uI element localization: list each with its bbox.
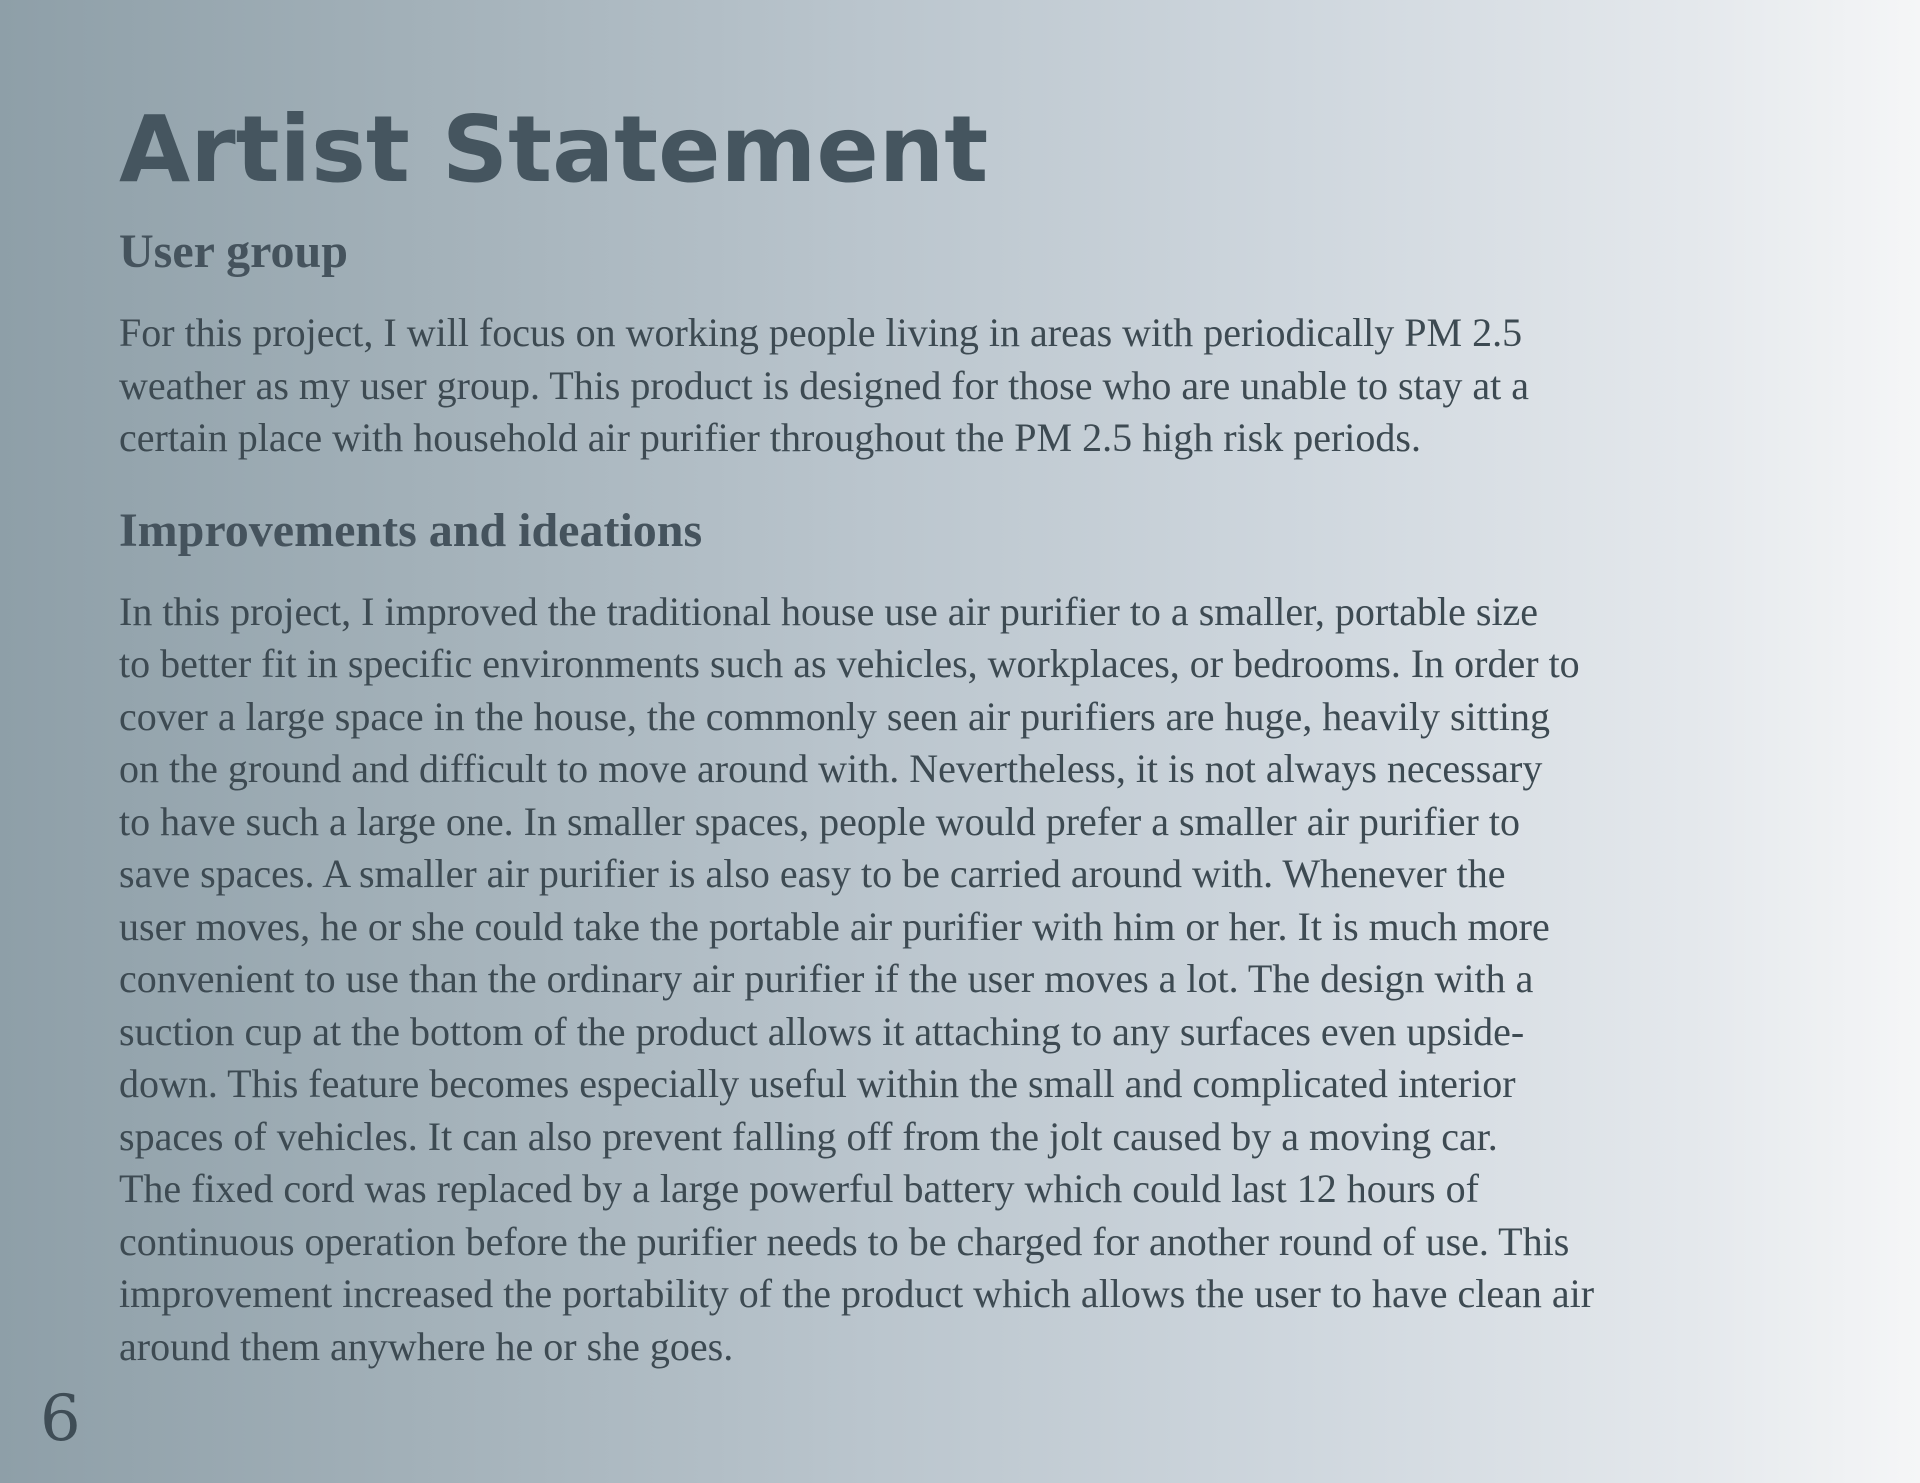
text-line: weather as my user group. This product is designed for those who are unable to stay at a xyxy=(119,362,1529,408)
text-line: user moves, he or she could take the portable air purifier with him or her. It is much more xyxy=(119,903,1550,949)
text-line: to have such a large one. In smaller spaces, people would prefer a smaller air purifier to xyxy=(119,798,1520,844)
section-heading-user-group: User group xyxy=(119,225,348,278)
text-line: to better fit in specific environments such as vehicles, workplaces, or bedrooms. In order to xyxy=(119,641,1580,686)
user-group-paragraph xyxy=(119,307,1759,465)
text-line: certain place with household air purifier throughout the PM 2.5 high risk periods. xyxy=(119,415,1421,460)
page-title: Artist Statement xyxy=(119,96,989,203)
text-line: improvement increased the portability of the product which allows the user to have clean air xyxy=(119,1271,1595,1316)
text-line: on the ground and difficult to move around with. Nevertheless, it is not always necessary xyxy=(119,746,1543,791)
improvements-paragraph xyxy=(119,586,1759,1374)
text-line: cover a large space in the house, the commonly seen air purifiers are huge, heavily sitting xyxy=(119,693,1550,739)
text-line: suction cup at the bottom of the product allows it attaching to any surfaces even upside- xyxy=(119,1008,1525,1054)
text-line: convenient to use than the ordinary air purifier if the user moves a lot. The design with a xyxy=(119,956,1534,1001)
text-line: The fixed cord was replaced by a large powerful battery which could last 12 hours of xyxy=(119,1166,1479,1211)
text-line: save spaces. A smaller air purifier is also easy to be carried around with. Whenever the xyxy=(119,851,1506,896)
text-line: around them anywhere he or she goes. xyxy=(119,1323,734,1369)
text-line: down. This feature becomes especially useful within the small and complicated interior xyxy=(119,1061,1516,1106)
section-heading-improvements: Improvements and ideations xyxy=(119,503,703,557)
text-line: For this project, I will focus on working people living in areas with periodically PM 2.5 xyxy=(119,310,1523,355)
text-line: In this project, I improved the traditional house use air purifier to a smaller, portable size xyxy=(119,588,1539,634)
page-content xyxy=(119,95,1759,1373)
text-line: continuous operation before the purifier needs to be charged for another round of use. This xyxy=(119,1218,1570,1264)
text-line: spaces of vehicles. It can also prevent falling off from the jolt caused by a moving car. xyxy=(119,1113,1498,1159)
page-number: 6 xyxy=(40,1382,81,1456)
